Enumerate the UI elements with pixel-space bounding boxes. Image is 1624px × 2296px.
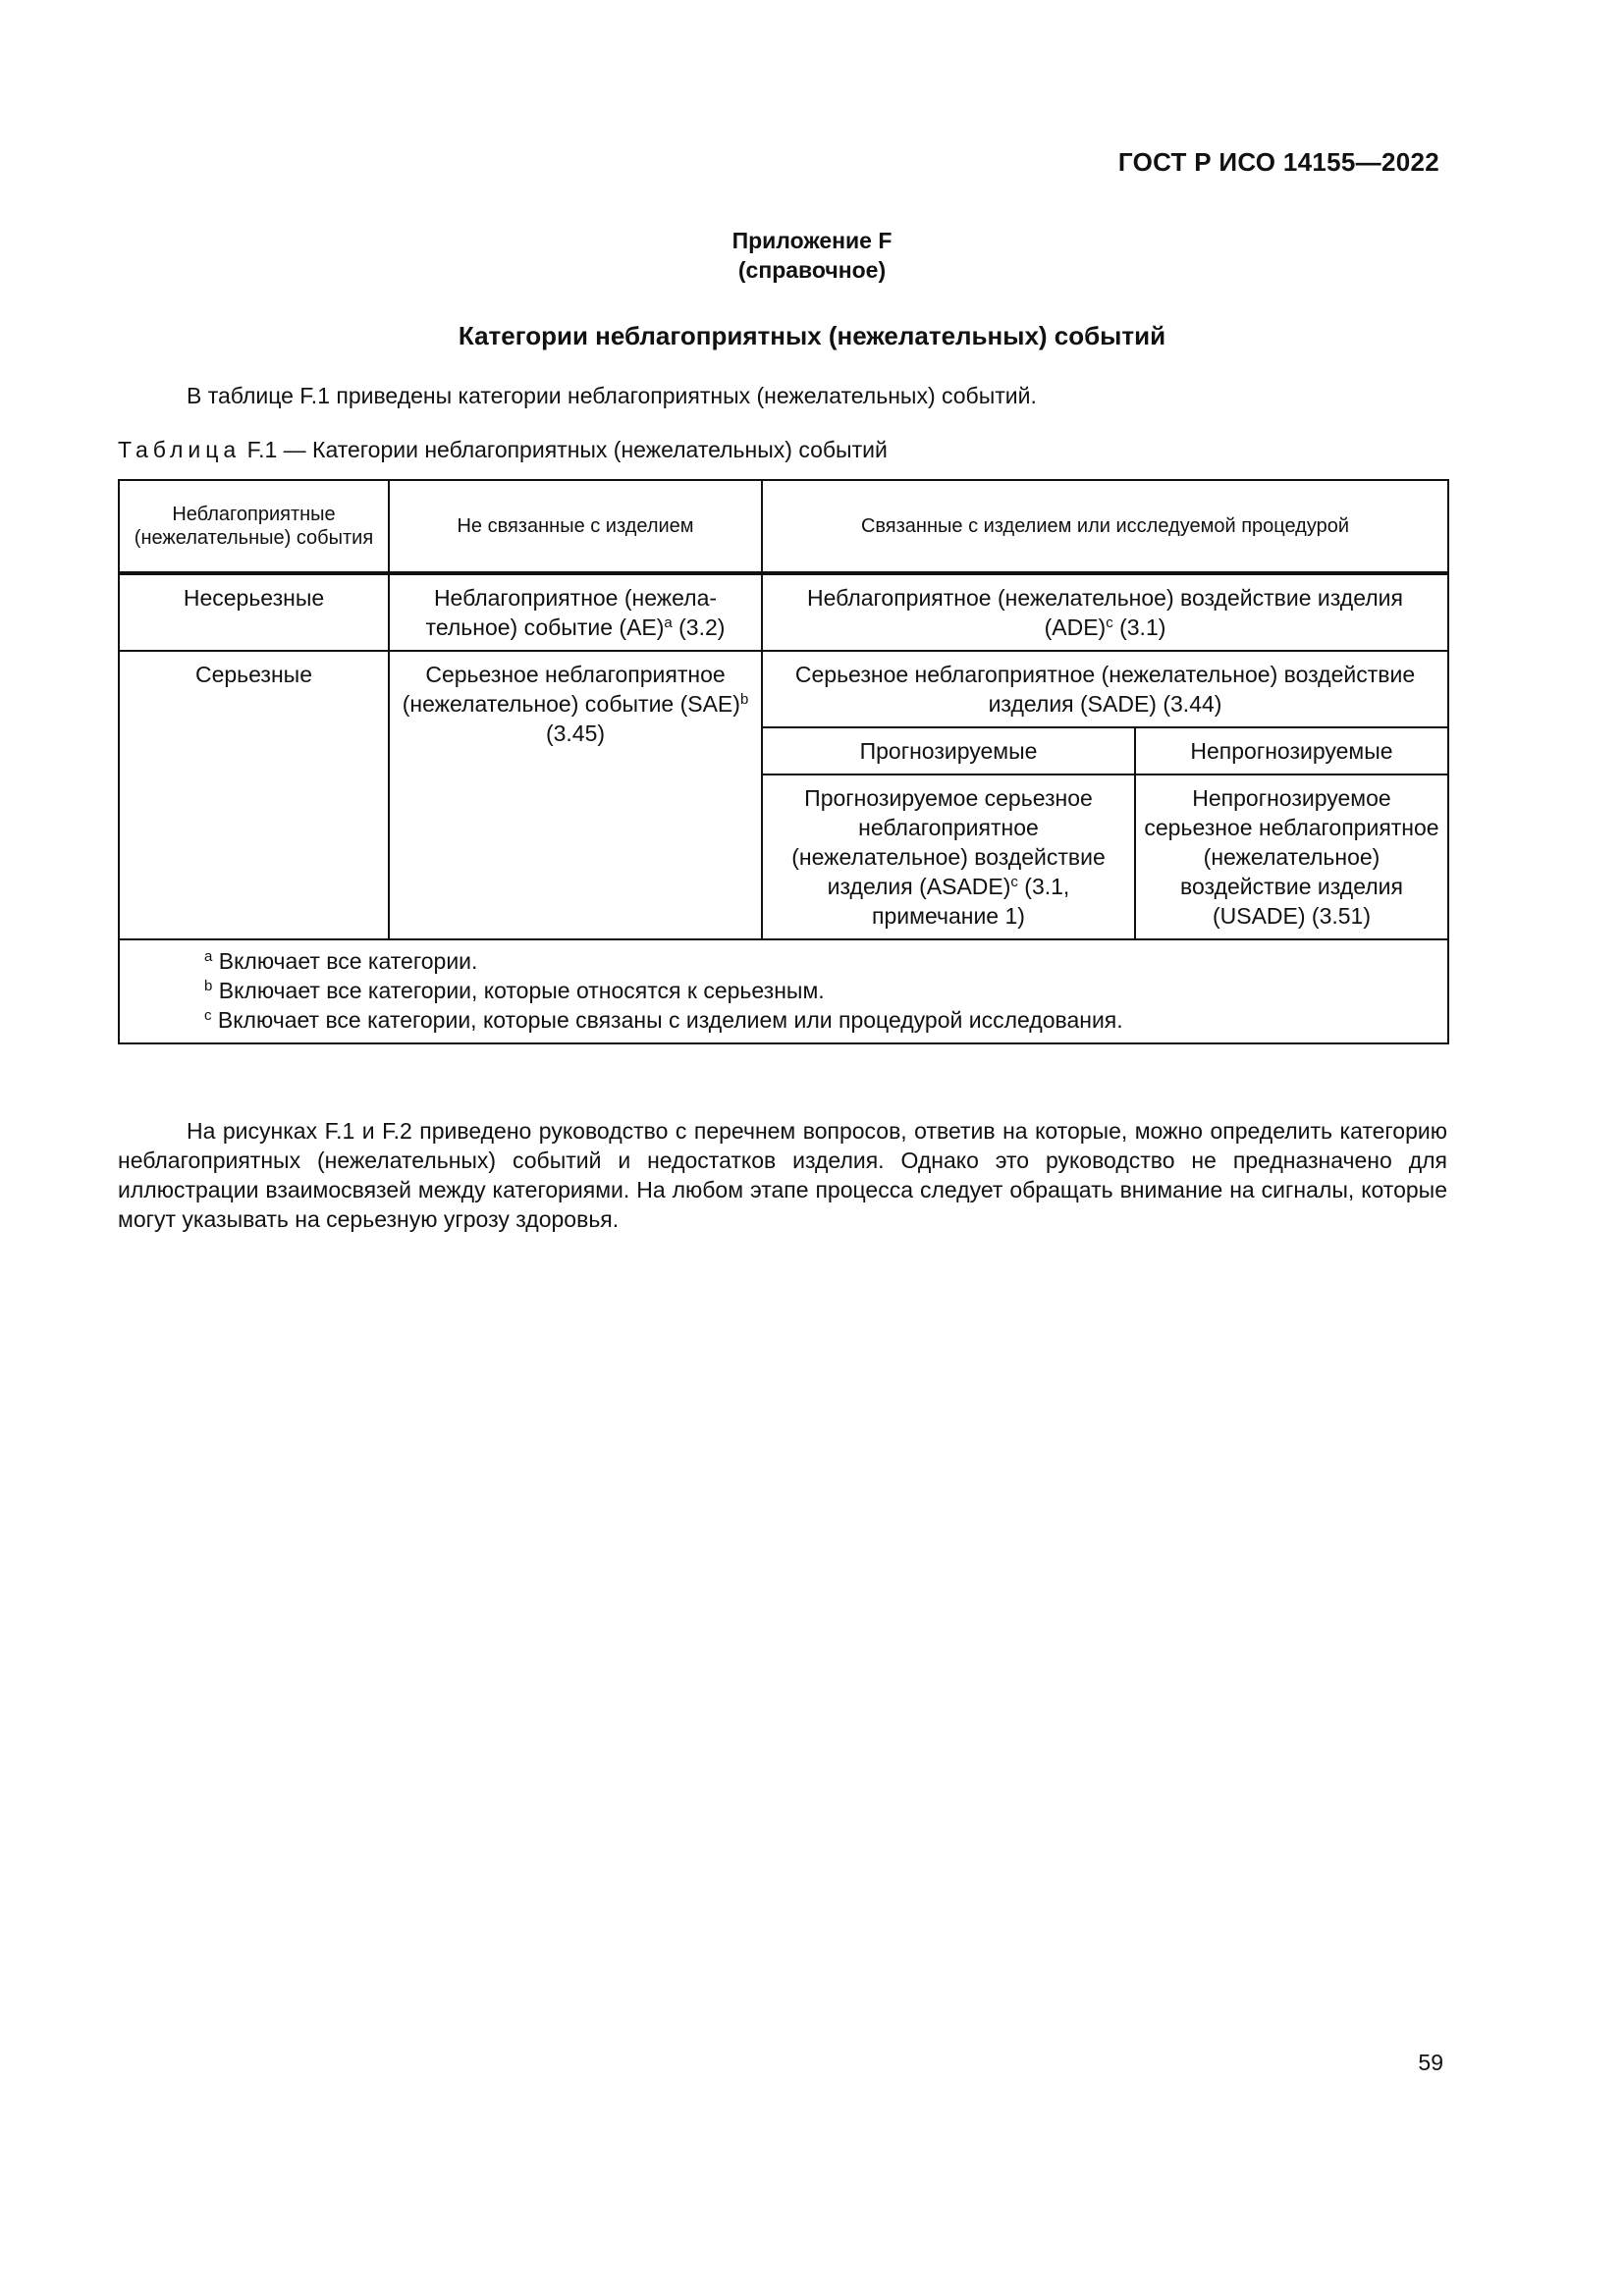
asade-ref: (3.1, примечание 1) [872, 874, 1070, 929]
cell-asade [762, 774, 1135, 939]
table-footnotes [119, 939, 1448, 1043]
annex-heading [0, 226, 1624, 285]
standard-code: ГОСТ Р ИСО 14155—2022 [1117, 147, 1439, 177]
header-events: Неблагоприятные (нежелательные) события [119, 480, 389, 573]
adverse-events-table [118, 479, 1449, 1044]
cell-sae [389, 651, 762, 939]
sae-text: Серьезное неблагоприятное (нежелательное) событие (SAE) [402, 662, 740, 717]
header-unrelated: Не связанные с изделием [389, 480, 762, 573]
row-label-serious: Серьезные [119, 651, 389, 939]
footnote-text-b: Включает все категории, которые относятся к серьезным. [212, 978, 825, 1003]
ade-ref: (3.1) [1112, 614, 1166, 640]
cell-ade [762, 573, 1448, 651]
cell-usade: Непрогнозируемое серьезное неблагоприятное (нежелательное) воздействие изделия (USADE) (3.51) [1135, 774, 1448, 939]
ade-footnote-mark: c [1106, 614, 1113, 631]
cell-sade: Серьезное неблагоприятное (нежелательное) воздействие изделия (SADE) (3.44) [762, 651, 1448, 727]
asade-text: Прогнозируемое серьезное неблагоприятное (нежелательное) воздействие изделия (ASADE) [791, 785, 1106, 899]
page-number: 59 [1418, 2050, 1443, 2075]
annex-label: Приложение F [731, 228, 893, 253]
cell-ae [389, 573, 762, 651]
table-row-nonserious [119, 573, 1448, 651]
footnote-mark-c: c [204, 1007, 212, 1024]
footnote-mark-a: a [204, 948, 213, 965]
row-label-nonserious: Несерьезные [119, 573, 389, 651]
header-unanticipated: Непрогнозируемые [1135, 727, 1448, 774]
sae-ref: (3.45) [545, 721, 606, 746]
table-caption [118, 437, 888, 463]
table-header-row [119, 480, 1448, 573]
footnote-text-c: Включает все категории, которые связаны с изделием или процедурой исследования. [211, 1007, 1123, 1033]
ade-text: Неблагоприятное (нежелательное) воздействие изделия (ADE) [807, 585, 1403, 640]
footnote-mark-b: b [204, 978, 213, 994]
header-anticipated: Прогнозируемые [762, 727, 1135, 774]
footnote-text-a: Включает все категории. [212, 948, 478, 974]
sae-footnote-mark: b [739, 691, 749, 708]
body-paragraph [118, 1116, 1447, 1234]
body-paragraph-text: На рисунках F.1 и F.2 приведено руководство с перечнем вопросов, ответив на которые, можно определить категорию неблагоприятных (нежелательных) событий и недостатков изделия. Однако это руководство не предназначено для иллюстрации взаимосвязей между категориями. На любом этапе процесса следует обращать внимание на сигналы, которые могут указывать на серьезную угрозу здоровья. [118, 1118, 1447, 1232]
header-related: Связанные с изделием или исследуемой процедурой [762, 480, 1448, 573]
annex-title: Категории неблагоприятных (нежелательных) событий [458, 321, 1166, 350]
intro-text: В таблице F.1 приведены категории неблагоприятных (нежелательных) событий. [187, 383, 1037, 408]
table-caption-rest: F.1 — Категории неблагоприятных (нежелательных) событий [241, 437, 888, 462]
table-caption-prefix: Таблица [118, 437, 242, 462]
table-row-serious [119, 651, 1448, 727]
asade-footnote-mark: c [1010, 874, 1018, 890]
footnote-b [204, 976, 1435, 1005]
ae-footnote-mark: a [664, 614, 673, 631]
footnote-a [204, 946, 1435, 976]
table-footnotes-row [119, 939, 1448, 1043]
footnote-c [204, 1005, 1435, 1035]
annex-status: (справочное) [737, 257, 887, 283]
ae-text: Неблагоприятное (нежела-тельное) событие (AE) [425, 585, 718, 640]
ae-ref: (3.2) [672, 614, 726, 640]
